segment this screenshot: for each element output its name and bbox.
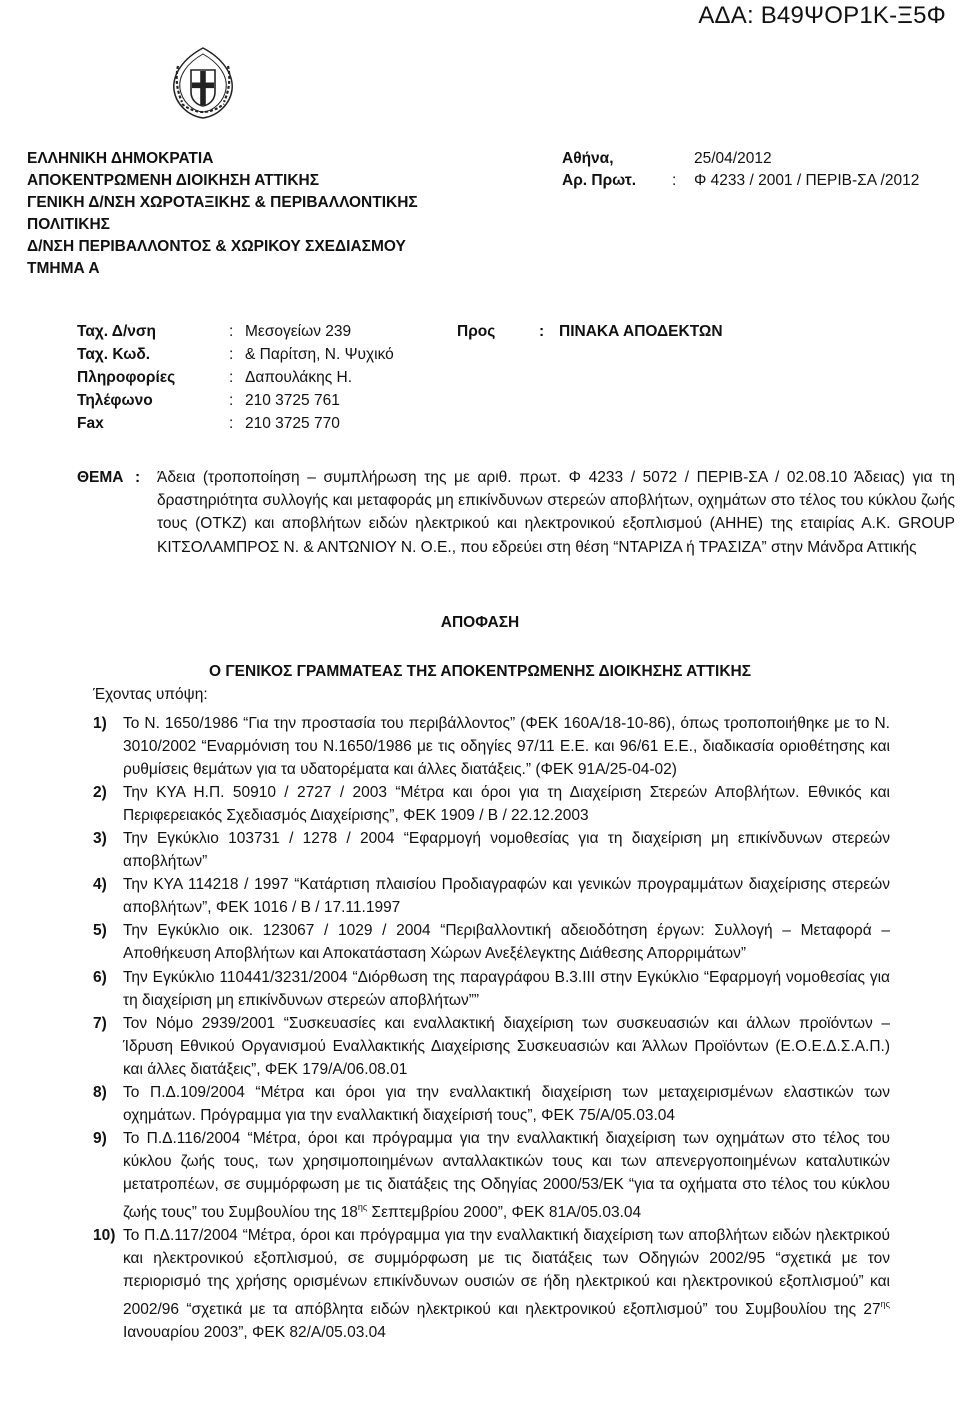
list-item <box>93 1012 890 1081</box>
ordinal-suffix: ης <box>880 1299 890 1310</box>
recipient-label: Προς <box>457 323 496 340</box>
contact-value: Μεσογείων 239 <box>245 323 352 340</box>
item-text: Την ΚΥΑ Η.Π. 50910 / 2727 / 2003 “Μέτρα και όροι για τη Διαχείριση Στερεών Αποβλήτων. Εθνικός και Περιφερειακός Σχεδιασμός Διαχείρισης”, ΦΕΚ 1909 / Β / 22.12.2003 <box>123 784 890 825</box>
list-item <box>93 873 890 919</box>
issuer-line: Δ/ΝΣΗ ΠΕΡΙΒΑΛΛΟΝΤΟΣ & ΧΩΡΙΚΟΥ ΣΧΕΔΙΑΣΜΟΥ <box>27 238 406 255</box>
item-number: 3) <box>93 830 107 848</box>
item-text: Το Π.Δ.109/2004 “Μέτρα και όροι για την εναλλακτική διαχείριση των μεταχειρισμένων ελαστικών των οχημάτων. Πρόγραμμα για την εναλλακτική διαχείρισή τους”, ΦΕΚ 75/Α/05.03.04 <box>123 1083 890 1124</box>
colon: : <box>229 346 234 363</box>
contact-row-fax <box>77 412 723 435</box>
contact-label: Fax <box>77 415 104 432</box>
contact-row-info <box>77 366 723 389</box>
item-number: 9) <box>93 1129 107 1147</box>
item-text: Την ΚΥΑ 114218 / 1997 “Κατάρτιση πλαισίου Προδιαγραφών και γενικών προγραμμάτων διαχείρισης στερεών αποβλήτων”, ΦΕΚ 1016 / Β / 17.11.1997 <box>123 876 890 917</box>
city-label: Αθήνα, <box>562 150 614 167</box>
greek-coat-of-arms-icon <box>164 44 242 122</box>
item-text: Την Εγκύκλιο 110441/3231/2004 “Διόρθωση της παραγράφου Β.3.ΙΙΙ στην Εγκύκλιο “Εφαρμογή νομοθεσίας για τη διαχείριση μη επικίνδυνων στερεών αποβλήτων”” <box>123 968 890 1009</box>
item-text: Τον Νόμο 2939/2001 “Συσκευασίες και εναλλακτική διαχείριση των συσκευασιών και άλλων προϊόντων – Ίδρυση Εθνικού Οργανισμού Εναλλακτικής Διαχείρισης Συσκευασιών και Άλλων Προϊόντων (Ε.Ο.Ε.Δ.Σ.Α.Π.) και άλλες διατάξεις”, ΦΕΚ 179/Α/06.08.01 <box>123 1014 890 1078</box>
colon: : <box>229 392 234 409</box>
contact-label: Ταχ. Κωδ. <box>77 346 151 363</box>
list-item <box>93 781 890 827</box>
list-item <box>93 1081 890 1127</box>
date-protocol-block <box>562 148 919 192</box>
considerations-list <box>93 712 890 1344</box>
contact-value: 210 3725 770 <box>245 415 340 432</box>
contact-value: 210 3725 761 <box>245 392 340 409</box>
protocol-number: Φ 4233 / 2001 / ΠΕΡΙΒ-ΣΑ /2012 <box>694 172 920 189</box>
ordinal-suffix: ης <box>357 1201 368 1212</box>
item-number: 4) <box>93 876 107 894</box>
subject-text: Άδεια (τροποποίηση – συμπλήρωση της με αριθ. πρωτ. Φ 4233 / 5072 / ΠΕΡΙΒ-ΣΑ / 02.08.10 Άδειας) για τη δραστηριότητα συλλογής και μεταφοράς μη επικίνδυνων στερεών αποβλήτων, οχημάτων στο τέλος του κύκλου ζωής τους (ΟΤΚΖ) και αποβλήτων ειδών ηλεκτρικού και ηλεκτρονικού εξοπλισμού (ΑΗΗΕ) της εταιρίας Α.Κ. GROUP ΚΙΤΣΟΛΑΜΠΡΟΣ Ν. & ΑΝΤΩΝΙΟΥ Ν. Ο.Ε., που εδρεύει στη θέση “ΝΤΑΡΙΖΑ ή ΤΡΑΣΙΖΑ” στην Μάνδρα Αττικής <box>157 469 955 556</box>
contact-row-phone <box>77 389 723 412</box>
issuer-line: ΤΜΗΜΑ Α <box>27 260 100 277</box>
item-text <box>123 1224 890 1344</box>
decision-title: ΑΠΟΦΑΣΗ <box>440 614 520 631</box>
item-number: 1) <box>93 715 107 732</box>
item-number: 7) <box>93 1014 107 1032</box>
document-date: 25/04/2012 <box>694 150 772 167</box>
item-text: Την Εγκύκλιο οικ. 123067 / 1029 / 2004 “Περιβαλλοντική αδειοδότηση έργων: Συλλογή – Μεταφορά – Αποθήκευση Αποβλήτων και Αποκατάσταση Χώρων Ανεξέλεγκτης Διάθεσης Απορριμάτων” <box>123 922 890 963</box>
item-text: Την Εγκύκλιο 103731 / 1278 / 2004 “Εφαρμογή νομοθεσίας για τη διαχείριση μη επικίνδυνων στερεών αποβλήτων” <box>123 830 890 871</box>
contact-block <box>77 320 723 435</box>
protocol-label: Αρ. Πρωτ. <box>562 172 637 189</box>
list-item <box>93 919 890 965</box>
contact-label: Ταχ. Δ/νση <box>77 323 156 340</box>
item-number: 6) <box>93 968 107 986</box>
issuer-line: ΓΕΝΙΚΗ Δ/ΝΣΗ ΧΩΡΟΤΑΞΙΚΗΣ & ΠΕΡΙΒΑΛΛΟΝΤΙΚΗΣ <box>27 194 418 211</box>
subject-block <box>77 466 955 559</box>
colon: : <box>229 323 234 340</box>
contact-value: Δαπουλάκης Η. <box>245 369 353 386</box>
item-number: 10) <box>93 1227 116 1245</box>
contact-label: Πληροφορίες <box>77 369 176 386</box>
contact-row-postcode <box>77 343 723 366</box>
issuer-block <box>27 148 418 280</box>
item-text-part: Σεπτεμβρίου 2000”, ΦΕΚ 81Α/05.03.04 <box>367 1203 642 1221</box>
ada-code: ΑΔΑ: Β49ΨΟΡ1Κ-Ξ5Φ <box>698 2 946 29</box>
issuer-line: ΑΠΟΚΕΝΤΡΩΜΕΝΗ ΔΙΟΙΚΗΣΗ ΑΤΤΙΚΗΣ <box>27 172 320 189</box>
colon: : <box>229 369 234 386</box>
item-number: 5) <box>93 922 107 940</box>
list-item <box>93 827 890 873</box>
list-item <box>93 1127 890 1224</box>
colon: : <box>539 323 545 340</box>
contact-label: Τηλέφωνο <box>77 392 153 409</box>
item-text-part: Ιανουαρίου 2003”, ΦΕΚ 82/Α/05.03.04 <box>123 1324 386 1342</box>
list-item <box>93 966 890 1012</box>
contact-row-address <box>77 320 723 343</box>
considerations-intro: Έχοντας υπόψη: <box>93 686 208 703</box>
colon: : <box>229 415 234 432</box>
protocol-colon: : <box>672 172 677 189</box>
colon: : <box>135 469 141 486</box>
item-text-part: Το Π.Δ.116/2004 “Μέτρα, όροι και πρόγραμμα για την εναλλακτική διαχείριση των οχημάτων στο τέλος του κύκλου ζωής τους, των χρησιμοποιημένων ανταλλακτικών τους και των απενεργοποιημένων καταλυτικών μετατροπέων, σε συμμόρφωση με τις διατάξεις της Οδηγίας 2000/53/ΕΚ “για τα οχήματα στο τέλος του κύκλου ζωής τους” του Συμβουλίου της 18 <box>123 1129 890 1221</box>
recipient-value: ΠΙΝΑΚΑ ΑΠΟΔΕΚΤΩΝ <box>559 323 723 340</box>
item-text: Το Ν. 1650/1986 “Για την προστασία του περιβάλλοντος” (ΦΕΚ 160Α/18-10-86), όπως τροποποιήθηκε με το Ν. 3010/2002 “Εναρμόνιση του Ν.1650/1986 με τις οδηγίες 97/11 Ε.Ε. και 96/61 Ε.Ε., διαδικασία οριοθέτησης και ρυθμίσεις θεμάτων για τα υδατορέματα και άλλες διατάξεις.” (ΦΕΚ 91Α/25-04-02) <box>123 715 890 779</box>
subject-label: ΘΕΜΑ <box>77 469 124 486</box>
item-number: 2) <box>93 784 107 802</box>
item-text <box>123 1127 890 1224</box>
item-number: 8) <box>93 1083 107 1101</box>
secretary-title: Ο ΓΕΝΙΚΟΣ ΓΡΑΜΜΑΤΕΑΣ ΤΗΣ ΑΠΟΚΕΝΤΡΩΜΕΝΗΣ ΔΙΟΙΚΗΣΗΣ ΑΤΤΙΚΗΣ <box>208 663 752 680</box>
issuer-line: ΕΛΛΗΝΙΚΗ ΔΗΜΟΚΡΑΤΙΑ <box>27 150 214 167</box>
list-item <box>93 712 890 781</box>
item-text-part: Το Π.Δ.117/2004 “Μέτρα, όροι και πρόγραμμα για την εναλλακτική διαχείριση των αποβλήτων ειδών ηλεκτρικού και ηλεκτρονικού εξοπλισμού, σε συμμόρφωση με τις διατάξεις των Οδηγιών 2002/95 “σχετικά με τον περιορισμό της χρήσης ορισμένων επικίνδυνων ουσιών σε ήδη ηλεκτρικού και ηλεκτρονικού εξοπλισμού” και 2002/96 “σχετικά με τα απόβλητα ειδών ηλεκτρικού και ηλεκτρονικού εξοπλισμού” του Συμβουλίου της 27 <box>123 1227 890 1319</box>
list-item <box>93 1224 890 1344</box>
issuer-line: ΠΟΛΙΤΙΚΗΣ <box>27 216 110 233</box>
contact-value: & Παρίτση, Ν. Ψυχικό <box>245 346 394 363</box>
